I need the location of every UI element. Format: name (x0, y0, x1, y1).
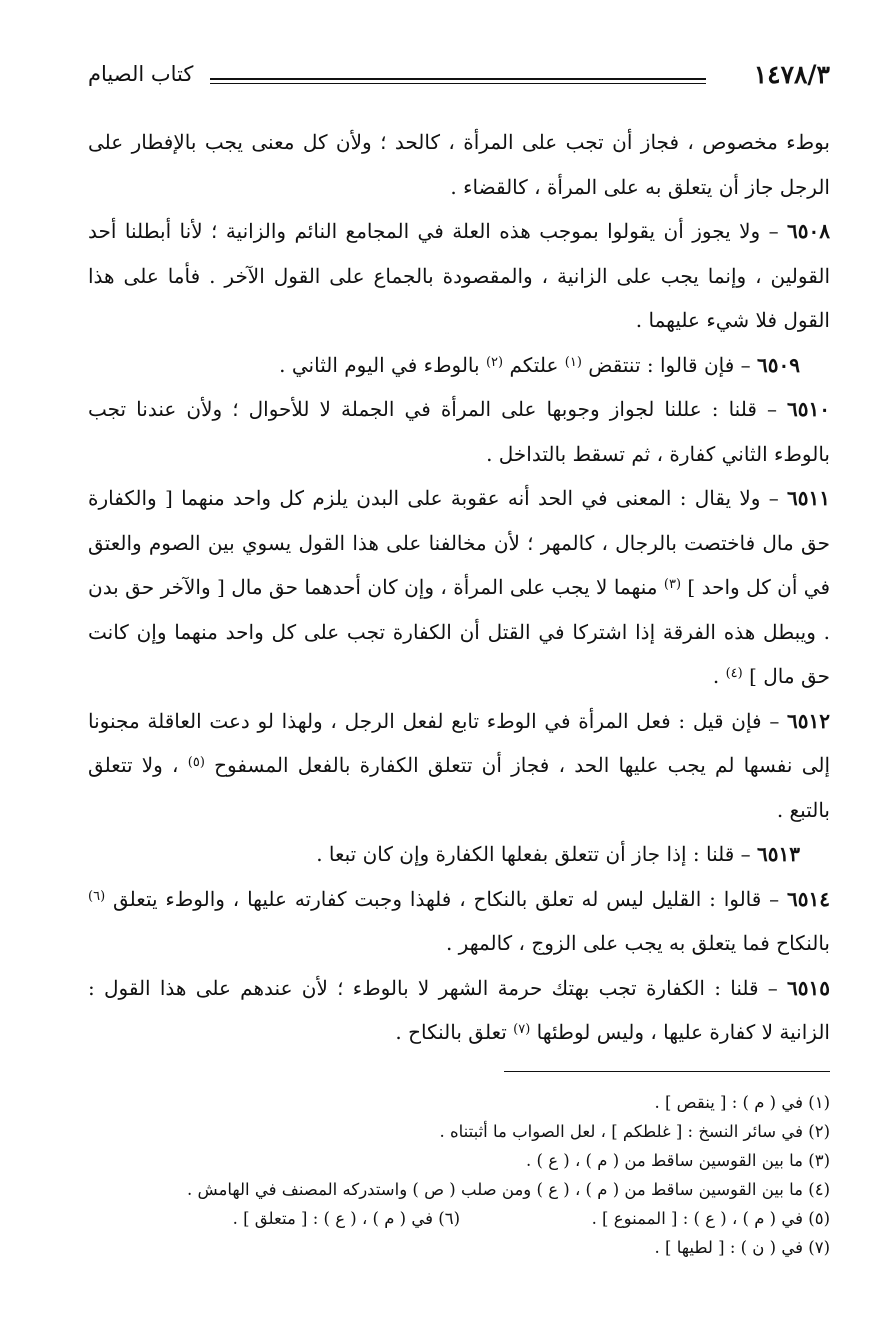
paragraph-text: – ولا يقال : المعنى في الحد أنه عقوبة على البدن يلزم كل واحد منهما [ والكفارة حق مال فاختصت بالرجال ، كالمهر ؛ لأن مخالفنا على هذا القول يسوي بين الصوم والعتق في أن كل واحد ] (88, 486, 831, 599)
footnote-row (88, 1204, 830, 1233)
paragraph-text: – قلنا : الكفارة تجب بهتك حرمة الشهر لا بالوطء ؛ لأن عندهم على هذا القول : الزانية لا كفارة عليها ، وليس لوطئها (88, 975, 830, 1044)
paragraph-text: – قلنا : إذا جاز أن تتعلق بفعلها الكفارة وإن كان تبعا . (316, 842, 751, 866)
footnote-5: (٥) في ( م ) ، ( ع ) : [ الممنوع ] . (591, 1208, 830, 1228)
paragraph-text: – قلنا : عللنا لجواز وجوبها على المرأة في الجملة لا للأحوال ؛ ولأن عندنا تجب بالوطء الثاني كفارة ، ثم تسقط بالتداخل . (88, 397, 830, 466)
footnote-ref: (٤) (725, 666, 743, 681)
paragraph-text: – قالوا : القليل ليس له تعلق بالنكاح ، فلهذا وجبت كفارته عليها ، والوطء يتعلق (113, 886, 780, 911)
footnote-7: (٧) في ( ن ) : [ لطيها ] . (654, 1237, 830, 1257)
main-text (88, 120, 830, 1055)
footnote-ref: (٦) (88, 888, 106, 904)
footnotes (88, 1088, 830, 1262)
footnote-1: (١) في ( م ) : [ ينقص ] . (654, 1092, 830, 1112)
paragraph-number: ٦٥١٣ (757, 842, 800, 866)
paragraph-number: ٦٥١٠ (787, 397, 830, 421)
paragraph-6512 (88, 699, 830, 833)
footnote-ref: (١) (564, 354, 582, 370)
paragraph-number: ٦٥١٤ (787, 886, 831, 911)
footnote-ref: (٥) (187, 755, 205, 770)
header-double-rule (210, 78, 706, 84)
paragraph-6513 (88, 832, 830, 877)
page-header (88, 58, 830, 98)
paragraph-6510 (88, 387, 830, 476)
paragraph-6509 (88, 343, 830, 388)
paragraph-6515 (88, 966, 830, 1055)
paragraph-text: بالوطء في اليوم الثاني . (279, 352, 480, 377)
footnote-divider (504, 1071, 830, 1072)
paragraph-number: ٦٥٠٩ (757, 352, 800, 377)
paragraph-6511 (88, 476, 830, 699)
paragraph-number: ٦٥١٢ (787, 708, 831, 733)
paragraph-continuation (88, 120, 830, 209)
paragraph-text: تعلق بالنكاح . (395, 1020, 507, 1044)
paragraph-6508 (88, 209, 830, 343)
paragraph-text: بالنكاح فما يتعلق به يجب على الزوج ، كالمهر . (445, 931, 830, 955)
paragraph-number: ٦٥٠٨ (787, 219, 831, 243)
page-number: ١٤٧٨/٣ (753, 60, 830, 89)
paragraph-text: منهما لا يجب على المرأة ، وإن كان أحدهما حق مال [ والآخر حق بدن . ويبطل هذه الفرقة إذا اشتركا في القتل أن الكفارة تجب على كل واحد منهما وإن كانت حق مال ] (88, 575, 830, 688)
footnote-3: (٣) ما بين القوسين ساقط من ( م ) ، ( ع ) . (526, 1150, 830, 1170)
paragraph-text: ، ولا تتعلق بالتبع . (88, 753, 830, 822)
paragraph-text: . (712, 664, 720, 688)
paragraph-text: بوطء مخصوص ، فجاز أن تجب على المرأة ، كالحد ؛ ولأن كل معنى يجب بالإفطار على الرجل جاز أن يتعلق به على المرأة ، كالقضاء . (88, 130, 830, 199)
paragraph-text: – ولا يجوز أن يقولوا بموجب هذه العلة في المجامع النائم والزانية ؛ لأنا أبطلنا أحد القولين ، وإنما يجب على الزانية ، والمقصودة بالجماع على القول الآخر . فأما على هذا القول فلا شيء عليهما . (88, 219, 830, 332)
book-title: كتاب الصيام (88, 62, 194, 86)
footnote-ref: (٢) (485, 354, 504, 370)
footnote-2: (٢) في سائر النسخ : [ غلطكم ] ، لعل الصواب ما أثبتناه . (439, 1121, 830, 1141)
paragraph-6514 (88, 877, 830, 966)
footnote-ref: (٣) (663, 577, 682, 592)
paragraph-text: – فإن قالوا : تنتقض (588, 352, 751, 377)
book-page (88, 58, 830, 1262)
footnote-6: (٦) في ( م ) ، ( ع ) : [ متعلق ] . (232, 1208, 460, 1228)
paragraph-text: علتكم (509, 352, 559, 377)
footnote-ref: (٧) (513, 1022, 531, 1037)
footnote-4: (٤) ما بين القوسين ساقط من ( م ) ، ( ع ) ومن صلب ( ص ) واستدركه المصنف في الهامش . (187, 1179, 830, 1199)
paragraph-number: ٦٥١٥ (787, 975, 830, 1000)
paragraph-text: – فإن قيل : فعل المرأة في الوطء تابع لفعل الرجل ، ولهذا لو دعت العاقلة مجنونا إلى نفسها لم يجب عليها الحد ، فجاز أن تتعلق الكفارة بالفعل المسفوح (88, 708, 831, 777)
paragraph-number: ٦٥١١ (787, 486, 830, 510)
